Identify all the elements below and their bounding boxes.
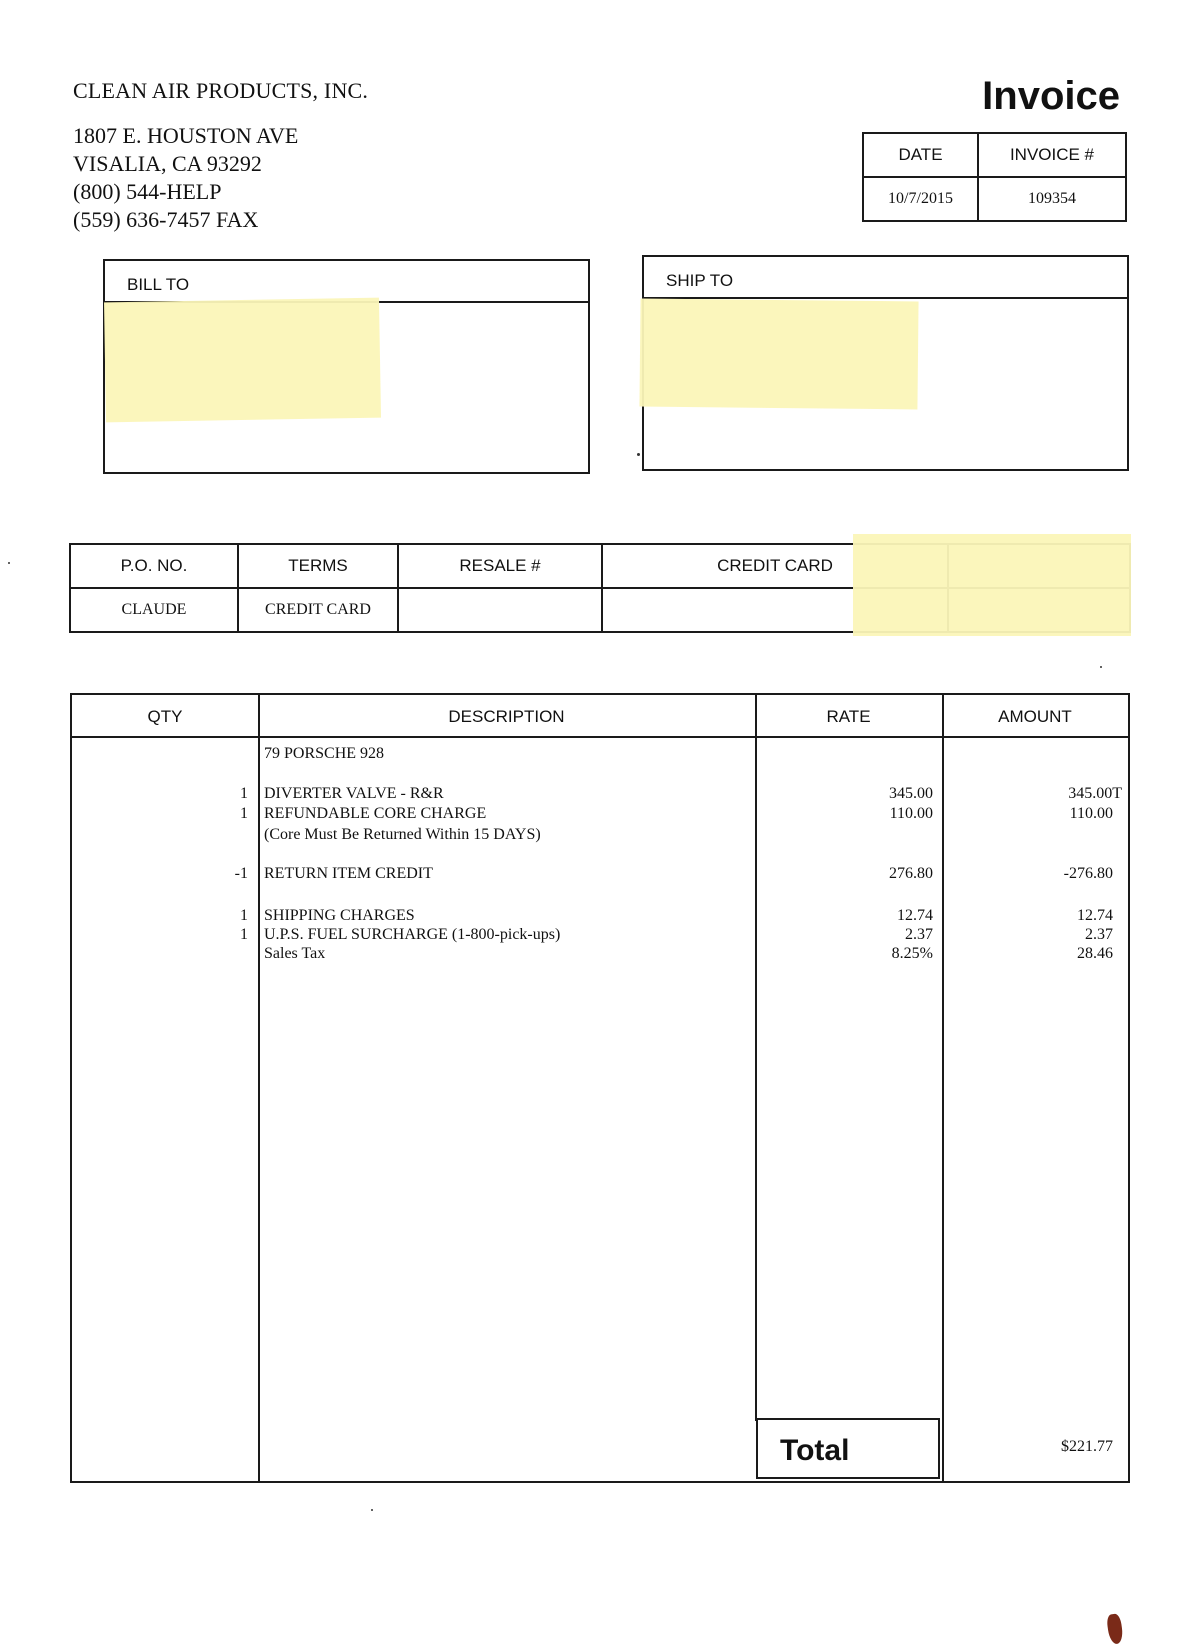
item-qty: 1 (240, 926, 248, 943)
resale-label: RESALE # (398, 544, 602, 588)
item-description: SHIPPING CHARGES (264, 907, 415, 924)
scan-speck (1100, 666, 1102, 668)
table-row (72, 785, 1128, 805)
item-rate: 276.80 (889, 865, 933, 882)
redaction-note (104, 298, 381, 423)
item-rate: 110.00 (889, 805, 933, 822)
item-description: Sales Tax (264, 945, 326, 962)
terms-value: CREDIT CARD (238, 588, 398, 632)
line-items-table (70, 693, 1130, 1483)
scan-speck (8, 562, 10, 564)
item-rate: 2.37 (905, 926, 933, 943)
table-row (72, 907, 1128, 927)
item-amount: 12.74 (1077, 907, 1113, 924)
item-rate: 12.74 (897, 907, 933, 924)
redaction-note (639, 299, 918, 410)
address-line: 1807 E. HOUSTON AVE (73, 123, 299, 148)
item-qty: 1 (240, 805, 248, 822)
table-row (72, 865, 1128, 885)
date-label: DATE (863, 133, 978, 177)
table-row (72, 945, 1128, 965)
item-description: U.P.S. FUEL SURCHARGE (1-800-pick-ups) (264, 926, 561, 943)
fax-line: (559) 636-7457 FAX (73, 207, 259, 232)
scan-speck (371, 1509, 373, 1511)
item-description: RETURN ITEM CREDIT (264, 865, 433, 882)
item-amount: 345.00T (1068, 785, 1122, 802)
company-name: CLEAN AIR PRODUCTS, INC. (73, 78, 369, 103)
phone-line: (800) 544-HELP (73, 179, 222, 204)
table-row (72, 805, 1128, 825)
item-description: (Core Must Be Returned Within 15 DAYS) (264, 826, 541, 843)
resale-value (398, 588, 602, 632)
description-header: DESCRIPTION (448, 707, 565, 726)
po-label: P.O. NO. (70, 544, 238, 588)
table-row (72, 826, 1128, 846)
address-line: VISALIA, CA 93292 (73, 151, 262, 176)
company-address (73, 122, 298, 234)
amount-header: AMOUNT (998, 707, 1072, 726)
line-items-header (72, 695, 1128, 738)
item-qty: 1 (240, 907, 248, 924)
table-row (72, 926, 1128, 946)
total-box (756, 1418, 940, 1479)
table-row (72, 745, 1128, 765)
item-description: 79 PORSCHE 928 (264, 745, 385, 762)
ship-to-label: SHIP TO (644, 257, 1127, 299)
total-label: Total (780, 1434, 850, 1467)
scan-speck (637, 453, 640, 456)
po-number: CLAUDE (70, 588, 238, 632)
total-amount: $221.77 (1061, 1438, 1113, 1455)
invoice-number-label: INVOICE # (978, 133, 1126, 177)
item-description: REFUNDABLE CORE CHARGE (264, 805, 487, 822)
item-amount: 28.46 (1077, 945, 1113, 962)
item-amount: 110.00 (1069, 805, 1113, 822)
item-rate: 8.25% (891, 945, 933, 962)
item-amount: -276.80 (1063, 865, 1113, 882)
invoice-title: Invoice (982, 74, 1120, 118)
rate-header: RATE (826, 707, 871, 726)
qty-header: QTY (147, 707, 183, 726)
redaction-note (853, 534, 1131, 636)
terms-label: TERMS (238, 544, 398, 588)
invoice-meta-table (862, 132, 1127, 222)
stain-mark (1106, 1613, 1124, 1645)
bill-to-label: BILL TO (105, 261, 588, 303)
credit-card-label: CREDIT CARD (602, 544, 948, 588)
invoice-number: 109354 (978, 177, 1126, 221)
item-qty: 1 (240, 785, 248, 802)
item-description: DIVERTER VALVE - R&R (264, 785, 444, 802)
item-rate: 345.00 (889, 785, 933, 802)
item-amount: 2.37 (1085, 926, 1113, 943)
invoice-date: 10/7/2015 (863, 177, 978, 221)
item-qty: -1 (234, 865, 248, 882)
